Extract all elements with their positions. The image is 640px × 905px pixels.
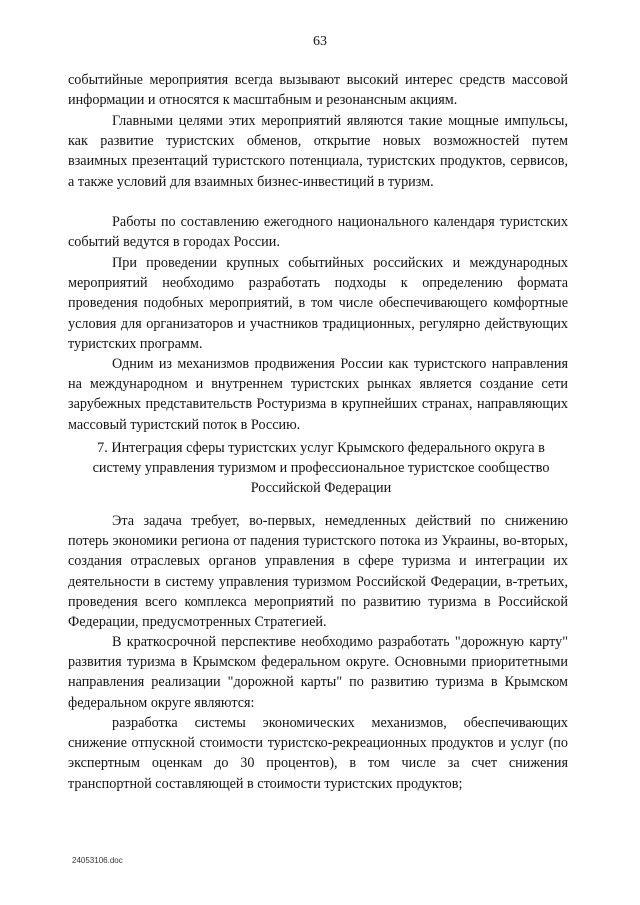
paragraph-6: Эта задача требует, во-первых, немедленных действий по снижению потерь экономики региона от падения туристского потока из Украины, во-вторых, создания отраслевых органов управления в сфере туризма и интеграции их деятельности в систему управления туризмом Российской Федерации, в-третьих, проведения всего комплекса мероприятий по развитию туризма в Российской Федерации, предусмотренных Стратегией. xyxy=(68,513,568,631)
paragraph-7: В краткосрочной перспективе необходимо разработать "дорожную карту" развития туризма в Крымском федеральном округе. Основными приоритетными направления реализации "дорожной карты" по развитию туризма в Крымском федеральном округе являются: xyxy=(68,634,568,711)
paragraph-5: Одним из механизмов продвижения России как туристского направления на международном и внутреннем туристских рынках является создание сети зарубежных представительств Ростуризма в крупнейших странах, направляющих массовый туристский поток в Россию. xyxy=(68,356,568,433)
paragraph-3: Работы по составлению ежегодного национального календаря туристских событий ведутся в городах России. xyxy=(68,214,568,251)
paragraph-4: При проведении крупных событийных российских и международных мероприятий необходимо разработать подходы к определению формата проведения подобных мероприятий, в том числе обеспечивающего комфортные условия для организаторов и участников традиционных, регулярно действующих туристских программ. xyxy=(68,255,568,352)
page-number: 63 xyxy=(313,34,327,49)
paragraph-1: событийные мероприятия всегда вызывают высокий интерес средств массовой информации и относятся к масштабным и резонансным акциям. xyxy=(68,72,568,109)
paragraph-8: разработка системы экономических механизмов, обеспечивающих снижение отпускной стоимости туристско-рекреационных продуктов и услуг (по экспертным оценкам до 30 процентов), в том числе за счет снижения транспортной составляющей в стоимости туристских продуктов; xyxy=(68,715,568,792)
footer-filename: 24053106.doc xyxy=(72,856,123,865)
paragraph-2: Главными целями этих мероприятий являются такие мощные импульсы, как развитие туристских обменов, открытие новых возможностей путем взаимных презентаций туристского потенциала, туристских продуктов, сервисов, а также условий для взаимных бизнес-инвестиций в туризм. xyxy=(68,113,568,190)
section-heading: 7. Интеграция сферы туристских услуг Крымского федерального округа в систему управления туризмом и профессиональное туристское сообщество Российской Федерации xyxy=(92,440,550,496)
